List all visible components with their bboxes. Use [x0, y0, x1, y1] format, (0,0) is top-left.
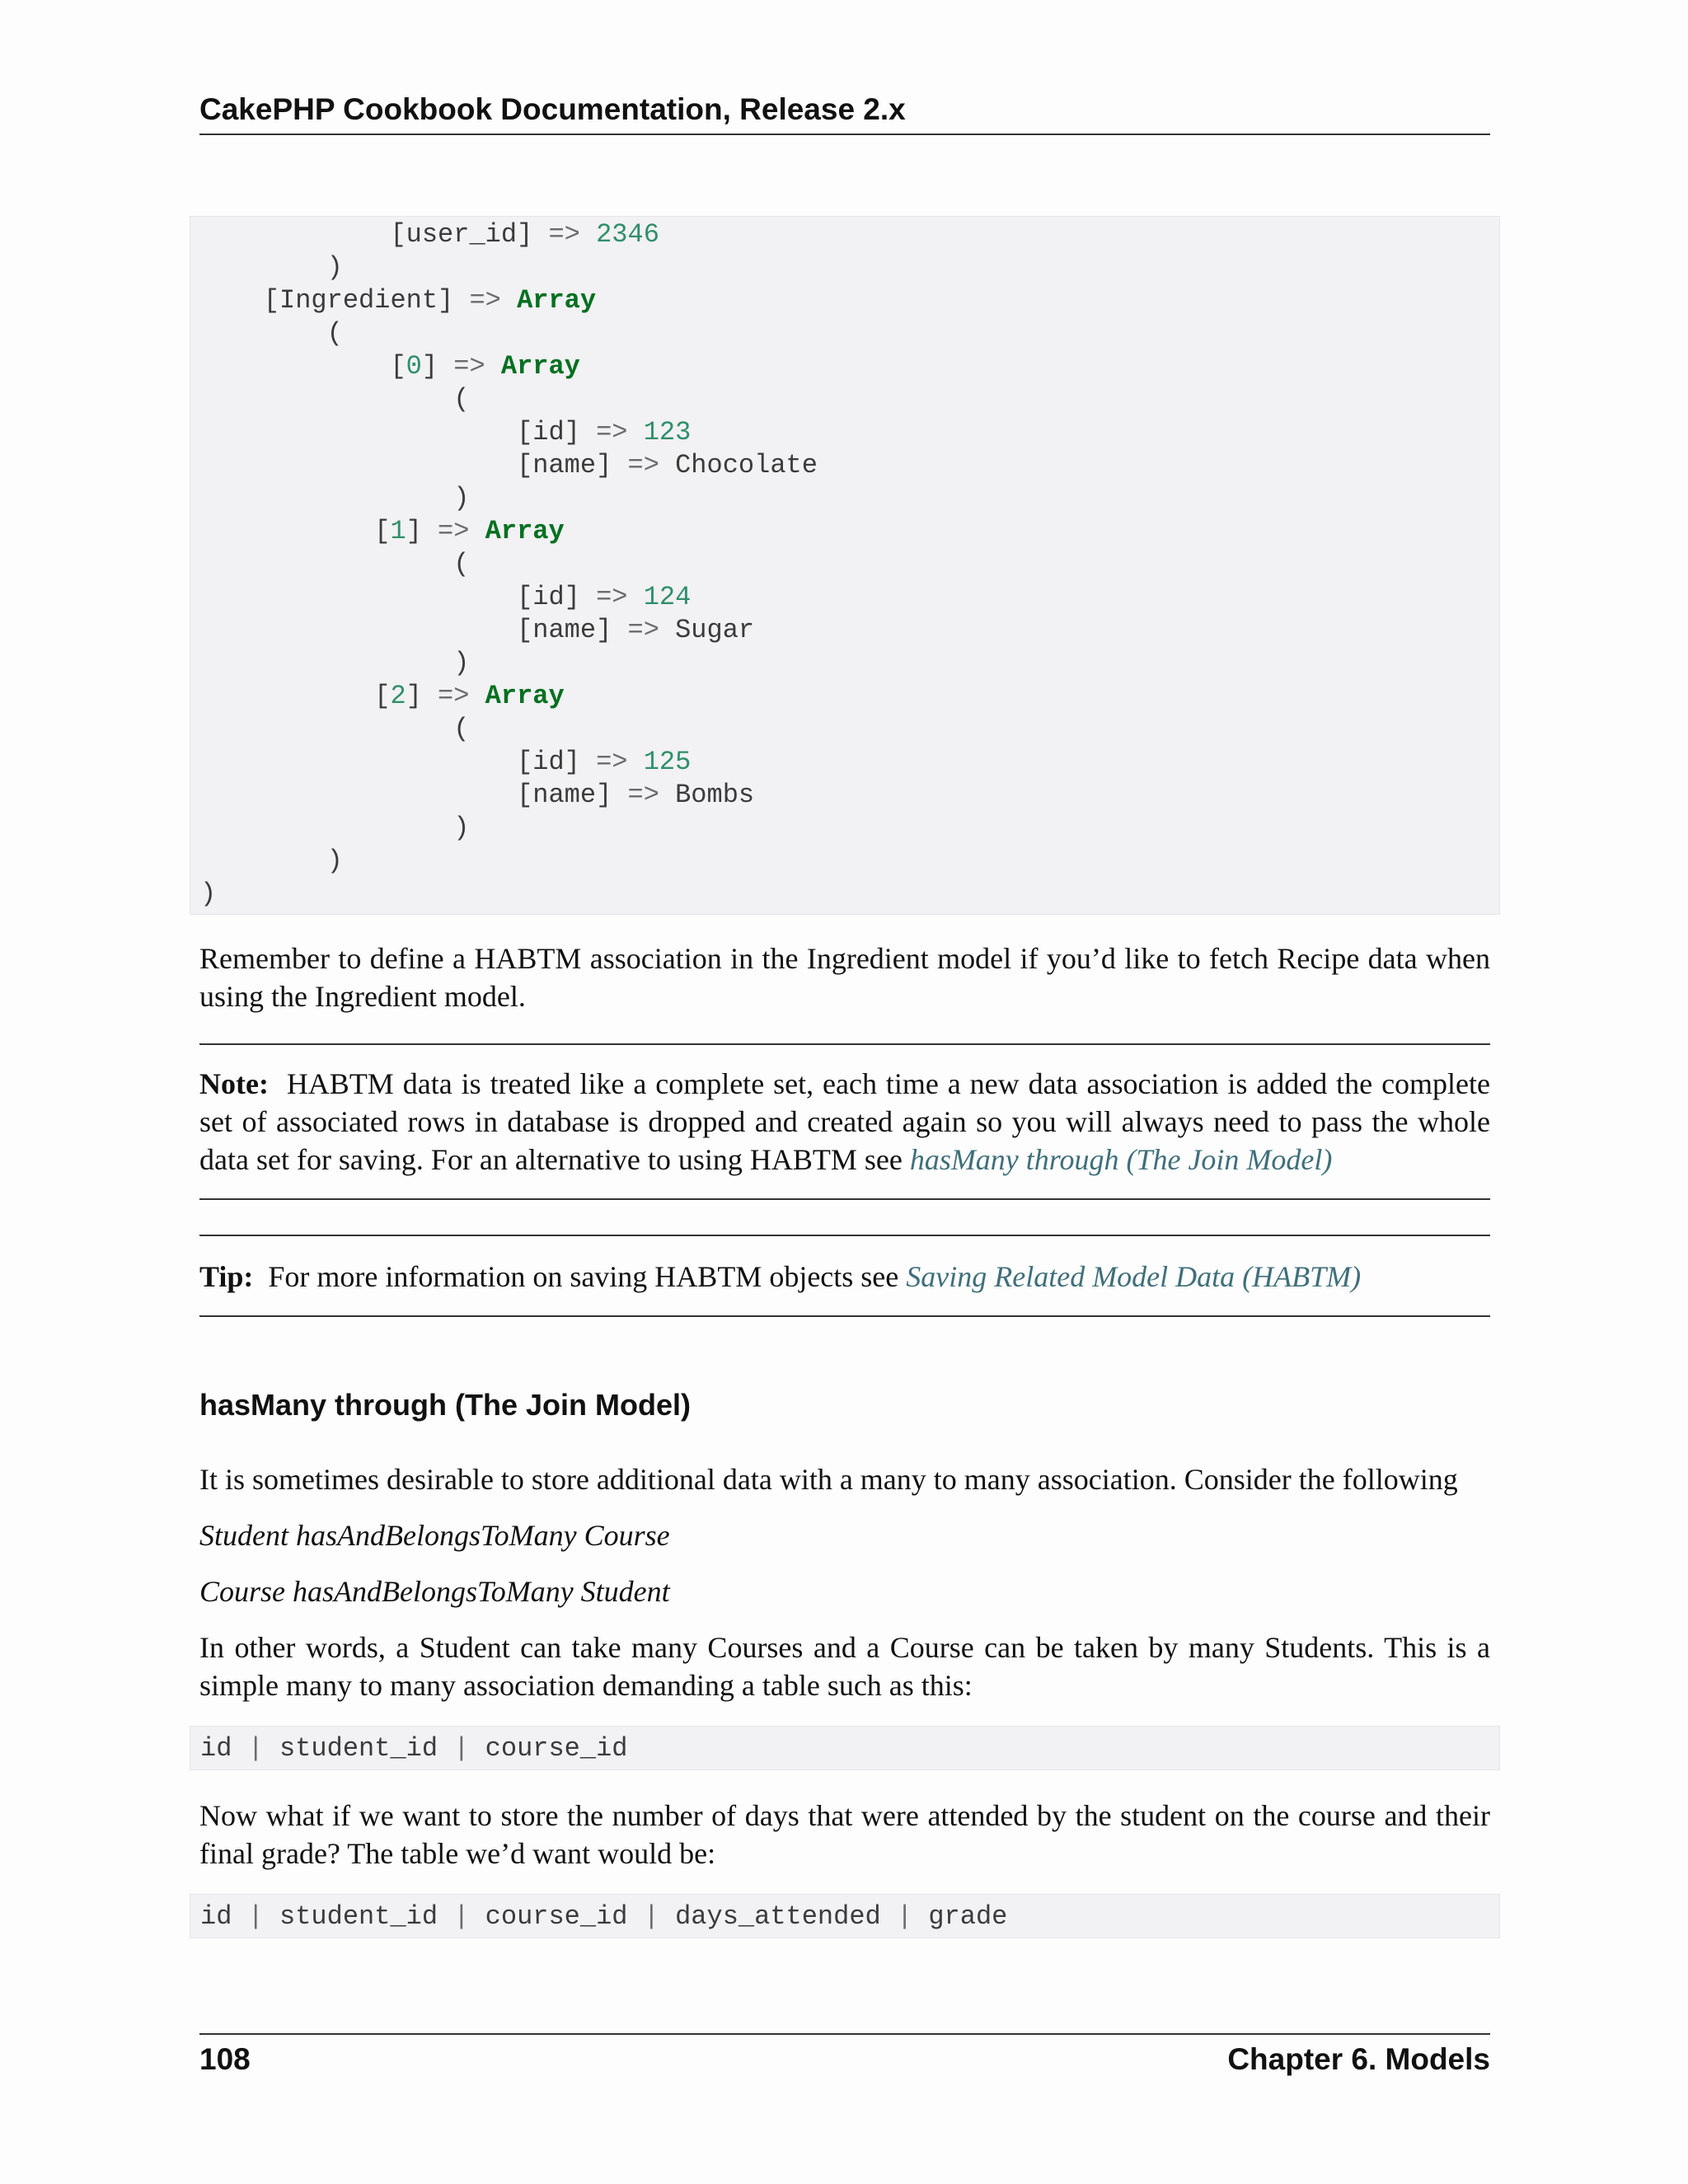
relation-line-1: Student hasAndBelongsToMany Course — [199, 1519, 670, 1552]
code-token: ( — [326, 318, 343, 349]
code-token: ( — [453, 714, 470, 744]
code-line — [200, 284, 596, 317]
code-token — [469, 681, 485, 711]
code-indent — [200, 549, 453, 579]
code-token — [627, 747, 643, 777]
code-line — [200, 581, 691, 614]
code-token — [501, 285, 517, 316]
code-token: => — [438, 516, 470, 546]
code-token: [ — [374, 516, 391, 546]
page-number: 108 — [199, 2042, 251, 2076]
code-token: course_id — [485, 1733, 628, 1764]
code-line — [200, 812, 469, 845]
section-heading: hasMany through (The Join Model) — [199, 1388, 691, 1422]
code-token: Array — [517, 285, 597, 316]
code-token: ) — [453, 813, 470, 843]
note-text: HABTM data is treated like a complete set, each time a new data association is added the complete set of associated rows in database is dropped and created again so you will always need to pass the whole data set for saving. For an alternative to using HABTM see — [199, 1067, 1491, 1176]
code-token: ) — [326, 252, 343, 283]
code-line — [200, 680, 565, 713]
running-header: CakePHP Cookbook Documentation, Release 2.x — [199, 92, 906, 126]
code-token: | — [438, 1901, 485, 1932]
code-line — [200, 383, 469, 416]
code-indent — [200, 450, 517, 480]
footer-rule — [199, 2033, 1490, 2035]
code-line — [200, 548, 469, 581]
code-token: 0 — [406, 351, 422, 382]
code-line — [200, 350, 580, 383]
code-token: ] — [406, 516, 438, 546]
code-token: ) — [453, 648, 470, 678]
code-token: [id] — [517, 747, 597, 777]
code-indent — [200, 252, 327, 283]
code-token: 2346 — [596, 219, 659, 250]
code-line — [200, 251, 343, 284]
code-token: => — [548, 219, 580, 250]
code-indent — [200, 813, 453, 843]
code-token: ) — [326, 846, 343, 876]
code-token: ] — [421, 351, 454, 382]
note-bottom-rule — [199, 1198, 1490, 1200]
code-indent — [200, 384, 453, 415]
code-line — [200, 713, 469, 746]
code-line — [200, 878, 216, 911]
paragraph-many-to-many: In other words, a Student can take many Courses and a Course can be taken by many Students. This is a simple many to many association demanding a table such as this: — [199, 1631, 1490, 1702]
code-line — [200, 845, 343, 878]
code-indent — [200, 351, 390, 382]
code-token: course_id — [485, 1901, 628, 1932]
code-token: | — [627, 1901, 676, 1932]
code-indent — [200, 615, 517, 645]
tip-bottom-rule — [199, 1315, 1490, 1317]
note-link-hasmany-through[interactable]: hasMany through (The Join Model) — [909, 1143, 1333, 1176]
code-token: [ — [374, 681, 391, 711]
code-token — [627, 417, 643, 448]
code-token: Bombs — [659, 780, 755, 810]
paragraph-extra-data: Now what if we want to store the number of days that were attended by the student on the course and their final grade? The table we’d want would be: — [199, 1799, 1490, 1870]
code-line — [200, 746, 691, 779]
code-token: [Ingredient] — [263, 285, 470, 316]
code-line — [200, 779, 754, 812]
code-line — [200, 482, 469, 515]
note-top-rule — [199, 1043, 1490, 1045]
code-token — [627, 582, 643, 612]
code-token: ) — [200, 879, 217, 909]
code-indent — [200, 681, 374, 711]
code-line — [200, 218, 659, 251]
code-token: 123 — [643, 417, 692, 448]
code-block-table-basic — [190, 1726, 1500, 1770]
code-token: => — [453, 351, 485, 382]
code-indent — [200, 780, 517, 810]
code-token: | — [232, 1733, 280, 1764]
code-indent — [200, 846, 327, 876]
code-indent — [200, 417, 517, 448]
code-indent — [200, 285, 264, 316]
code-token: => — [596, 747, 628, 777]
code-token: days_attended — [675, 1901, 881, 1932]
code-line — [200, 647, 469, 680]
code-token: => — [469, 285, 501, 316]
code-token: Array — [485, 681, 565, 711]
tip-top-rule — [199, 1235, 1490, 1236]
code-token: Array — [485, 516, 565, 546]
code-token: => — [596, 582, 628, 612]
code-token: ) — [453, 483, 470, 513]
note-admonition — [199, 1065, 1490, 1179]
code-line — [200, 449, 818, 482]
code-token: id — [200, 1901, 232, 1932]
code-line — [200, 515, 565, 548]
code-line — [200, 317, 343, 350]
code-token: ( — [453, 384, 470, 415]
code-token: ] — [406, 681, 438, 711]
code-indent — [200, 648, 453, 678]
code-token: [id] — [517, 582, 597, 612]
code-token: grade — [928, 1901, 1008, 1932]
code-token: [name] — [517, 450, 628, 480]
code-token: => — [627, 615, 659, 645]
code-indent — [200, 483, 453, 513]
code-token: 125 — [643, 747, 692, 777]
code-token: => — [438, 681, 470, 711]
tip-label: Tip: — [199, 1260, 254, 1293]
code-token: => — [596, 417, 628, 448]
code-line — [200, 614, 754, 647]
code-token: | — [438, 1733, 485, 1764]
code-indent — [200, 318, 327, 349]
code-token: 1 — [390, 516, 406, 546]
code-indent — [200, 714, 453, 744]
code-line — [200, 416, 691, 449]
tip-text: For more information on saving HABTM objects see — [268, 1260, 907, 1293]
header-rule — [199, 134, 1490, 135]
tip-link-saving-related-data[interactable]: Saving Related Model Data (HABTM) — [906, 1260, 1362, 1293]
code-token: => — [627, 450, 659, 480]
code-token: student_id — [279, 1901, 438, 1932]
code-token: 2 — [390, 681, 406, 711]
relation-line-2: Course hasAndBelongsToMany Student — [199, 1575, 670, 1608]
code-token: Array — [500, 351, 580, 382]
code-token: | — [880, 1901, 929, 1932]
code-indent — [200, 516, 374, 546]
code-token: [user_id] — [390, 219, 549, 250]
paragraph-habtm-reminder: Remember to define a HABTM association in the Ingredient model if you’d like to fetch Recipe data when using the Ingredient model. — [199, 942, 1490, 1013]
code-token: Chocolate — [659, 450, 818, 480]
code-token — [485, 351, 501, 382]
code-token: | — [232, 1901, 280, 1932]
code-token: student_id — [279, 1733, 438, 1764]
code-token: [ — [390, 351, 406, 382]
code-token: [id] — [517, 417, 597, 448]
code-token: ( — [453, 549, 470, 579]
code-token: Sugar — [659, 615, 755, 645]
section-intro: It is sometimes desirable to store additional data with a many to many association. Consider the following — [199, 1463, 1458, 1496]
note-label: Note: — [199, 1067, 269, 1100]
code-token: 124 — [643, 582, 692, 612]
code-block-table-extended — [190, 1894, 1500, 1938]
tip-admonition — [199, 1258, 1490, 1296]
code-indent — [200, 747, 517, 777]
code-token: [name] — [517, 780, 628, 810]
code-token: [name] — [517, 615, 628, 645]
chapter-footer: Chapter 6. Models — [1227, 2042, 1490, 2076]
code-block-array-output — [190, 216, 1500, 915]
code-token: => — [627, 780, 659, 810]
code-token — [580, 219, 596, 250]
code-indent — [200, 219, 390, 250]
code-token: id — [200, 1733, 232, 1764]
code-indent — [200, 582, 517, 612]
code-token — [469, 516, 485, 546]
